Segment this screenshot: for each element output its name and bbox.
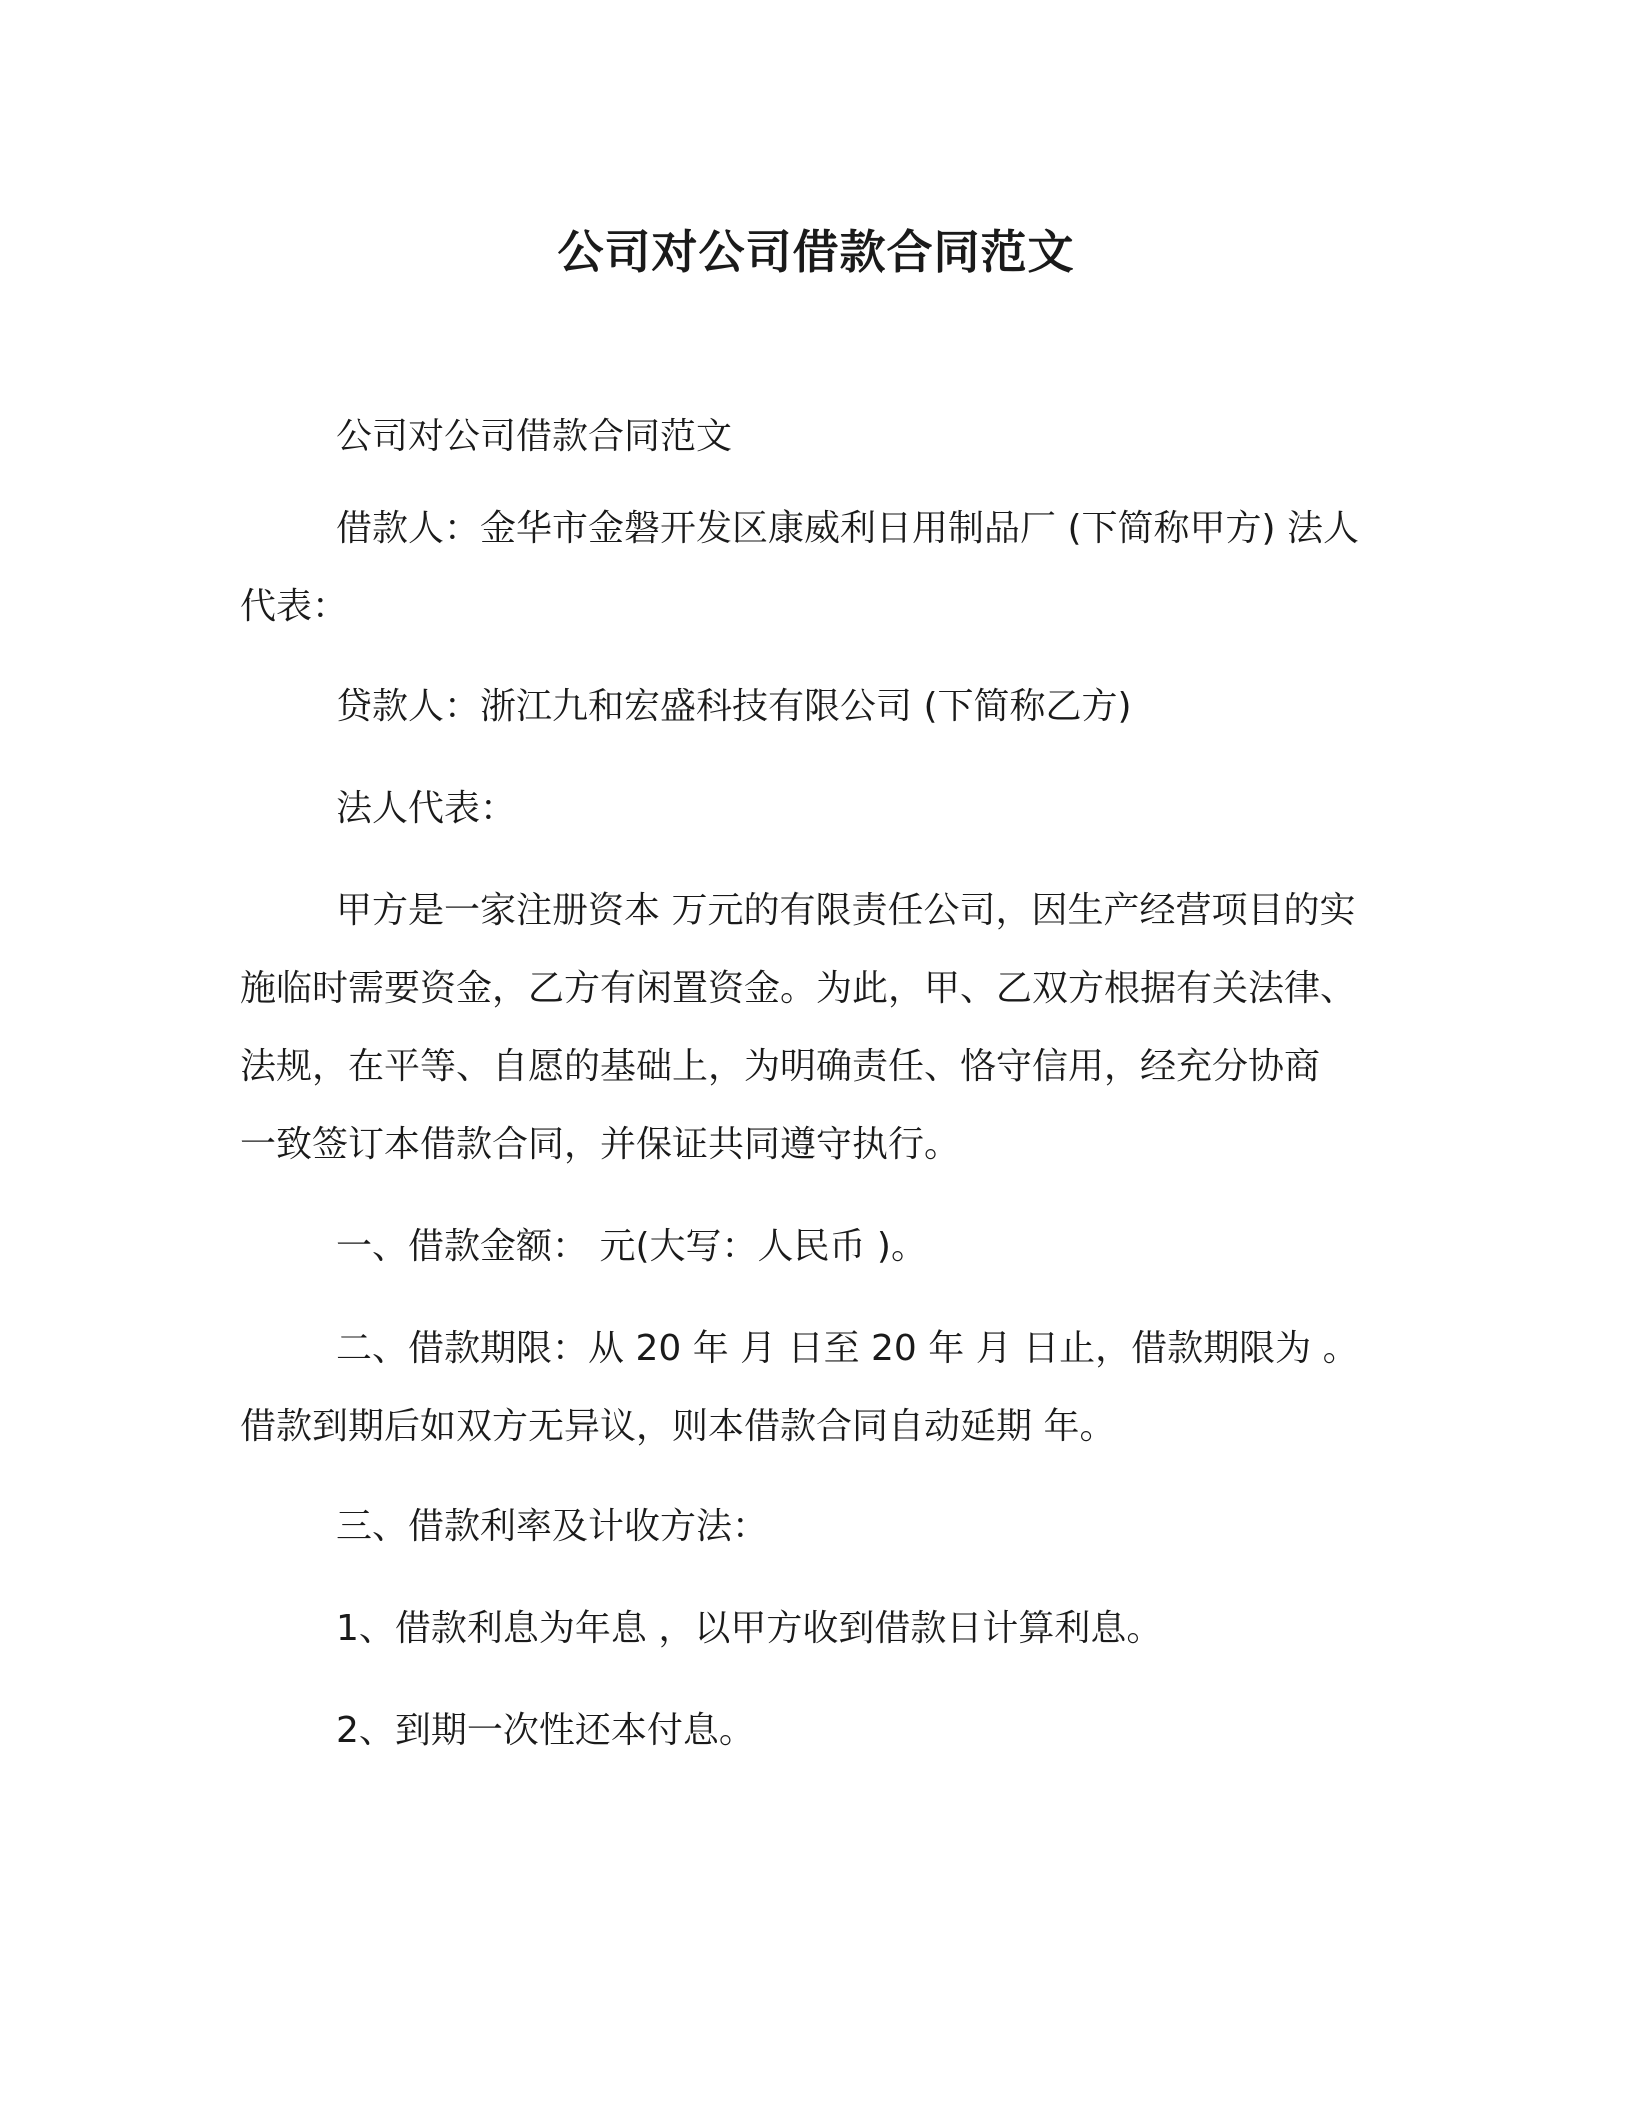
- paragraph-line: 2、到期一次性还本付息。: [336, 1710, 755, 1751]
- paragraph-loan-amount: [240, 1208, 1400, 1286]
- paragraph-line: 一致签订本借款合同，并保证共同遵守执行。: [240, 1124, 961, 1165]
- paragraph-line: 甲方是一家注册资本 万元的有限责任公司，因生产经营项目的实: [336, 890, 1356, 931]
- paragraph-subtitle: [240, 398, 1400, 476]
- paragraph-line: 代表：: [240, 586, 349, 627]
- paragraph-legal-representative: [240, 770, 1400, 848]
- paragraph-line: 贷款人：浙江九和宏盛科技有限公司 (下简称乙方): [336, 686, 1132, 727]
- paragraph-line: 法人代表：: [336, 788, 517, 829]
- paragraph-borrower: [240, 490, 1400, 646]
- paragraph-line: 二、借款期限：从 20 年 月 日至 20 年 月 日止，借款期限为 。: [336, 1328, 1359, 1369]
- paragraph-line: 1、借款利息为年息 ，以甲方收到借款日计算利息。: [336, 1608, 1163, 1649]
- paragraph-line: 三、借款利率及计收方法：: [336, 1506, 769, 1547]
- paragraph-interest-heading: [240, 1488, 1400, 1566]
- paragraph-line: 借款到期后如双方无异议，则本借款合同自动延期 年。: [240, 1406, 1116, 1447]
- paragraph-line: 一、借款金额： 元(大写：人民币 )。: [336, 1226, 927, 1267]
- paragraph-preamble: [240, 872, 1400, 1184]
- paragraph-interest-item-2: [240, 1692, 1400, 1770]
- paragraph-line: 借款人：金华市金磐开发区康威利日用制品厂 (下简称甲方) 法人: [336, 508, 1359, 549]
- paragraph-loan-term: [240, 1310, 1400, 1466]
- paragraph-interest-item-1: [240, 1590, 1400, 1668]
- paragraph-line: 施临时需要资金，乙方有闲置资金。为此，甲、乙双方根据有关法律、: [240, 968, 1357, 1009]
- paragraph-line: 法规，在平等、自愿的基础上，为明确责任、恪守信用，经充分协商: [240, 1046, 1321, 1087]
- document-title: 公司对公司借款合同范文: [557, 225, 1075, 279]
- paragraph-lender: [240, 668, 1400, 746]
- paragraph-line: 公司对公司借款合同范文: [336, 416, 733, 457]
